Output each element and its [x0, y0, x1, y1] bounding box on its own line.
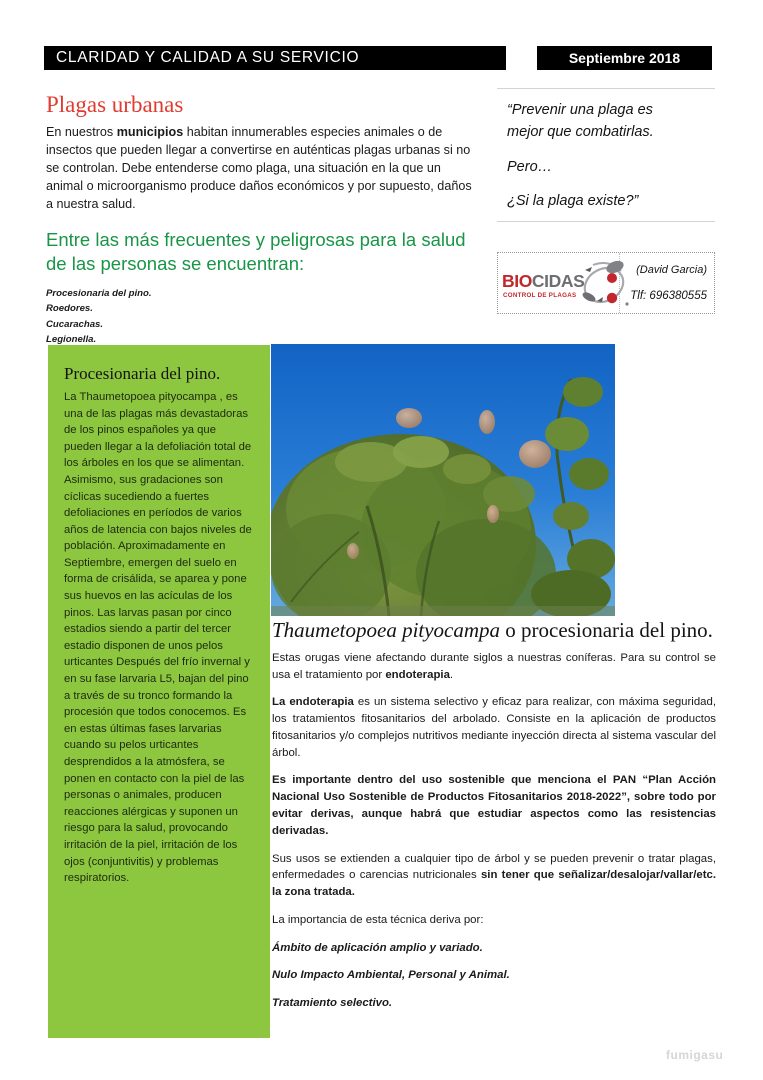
article-bullet-2: Nulo Impacto Ambiental, Personal y Animal. — [272, 969, 510, 982]
pine-tree-photo — [271, 344, 615, 616]
company-logo — [498, 253, 620, 313]
header-banner-title: CLARIDAD Y CALIDAD A SU SERVICIO — [56, 49, 360, 66]
pull-quote — [497, 88, 715, 222]
article-title-rest: o procesionaria del pino. — [500, 618, 713, 642]
lead-paragraph-rest: habitan innumerables especies animales o de insectos que pueden llegar a convertirse en auténticas plagas urbanas si no se controlan. Debe entenderse como plaga, una situación en la que un animal o microorganismo produce daños económicos y por supuesto, daños a nuestra salud. — [46, 125, 472, 211]
logo-word-cidas: CIDAS — [531, 271, 585, 291]
article-p2-bold: La endoterapia — [272, 696, 354, 709]
lead-column — [46, 92, 476, 348]
article-paragraph-4 — [272, 851, 716, 901]
plague-list — [46, 286, 476, 348]
article-p1-suffix: . — [449, 668, 454, 681]
watermark: fumigasu — [666, 1048, 724, 1062]
article-p4-prefix: Sus usos se extienden a cualquier tipo de árbol y se pueden prevenir o tratar plagas, enfermedades o carencias nutricionales — [272, 852, 716, 882]
contact-details — [620, 253, 714, 313]
list-item: Legionella. — [46, 334, 97, 346]
article-p1-prefix: Estas orugas viene afectando durante siglos a nuestras coníferas. Para su control se usa el tratamiento por — [272, 651, 716, 681]
logo-word-bio: BIO — [502, 271, 532, 291]
article-paragraph-3: Es importante dentro del uso sostenible que menciona el PAN “Plan Acción Nacional Uso Sostenible de Productos Fitosanitarios 2018-2022”, sobre todo por evitar derivas, aunque habrá que estudiar aspectos como las resistencias derivadas. — [272, 774, 716, 837]
article-title-species: Thaumetopoea pityocampa — [272, 618, 501, 642]
article-title — [272, 617, 716, 644]
list-item: Cucarachas. — [46, 318, 104, 330]
logo-tagline: CONTROL DE PLAGAS — [503, 292, 577, 299]
article-paragraph-2 — [272, 694, 716, 761]
article-paragraph-1 — [272, 650, 716, 684]
pest-orbit-icon — [571, 255, 633, 311]
article-photo — [271, 344, 615, 616]
pull-quote-line-3: Pero… — [507, 158, 553, 175]
list-item: Procesionaria del pino. — [46, 287, 152, 299]
contact-phone[interactable]: Tlf: 696380555 — [630, 290, 707, 302]
article-bullet-3: Tratamiento selectivo. — [272, 997, 393, 1010]
lead-subheading: Entre las más frecuentes y peligrosas para la salud de las personas se encuentran: — [46, 228, 466, 274]
lead-paragraph-prefix: En nuestros — [46, 125, 117, 140]
company-contact-box — [497, 252, 715, 314]
article-body — [272, 617, 716, 1023]
header-issue-date — [537, 46, 712, 70]
article-p1-bold: endoterapia — [385, 668, 450, 681]
header-issue-date-label: Septiembre 2018 — [568, 50, 681, 66]
lead-paragraph — [46, 124, 476, 213]
contact-name: (David Garcia) — [636, 264, 707, 276]
spacer — [507, 178, 709, 190]
pull-quote-line-2: mejor que combatirlas. — [507, 124, 654, 141]
article-p4-bold: sin tener que señalizar/desalojar/vallar/etc. la zona tratada. — [272, 869, 716, 899]
header-banner — [44, 46, 506, 70]
sidebar-body: La Thaumetopoea pityocampa , es una de las plagas más devastadoras de los pinos españoles ya que pueden llegar a la defoliación total de los árboles en los que se alimentan. Asimismo, sus gradaciones son cíclicas sucediendo a fuertes defoliaciones en períodos de varios años de latencia con bajos niveles de población. Aproximadamente en Septiembre, emergen del suelo en forma de crisálida, se aparea y pone sus huevos en las acículas de los pinos. Las larvas pasan por cinco estadios siendo a partir del tercer estadio disponen de unos pelos urticantes Después del frío invernal y en su fase larvaria L5, bajan del pino a través de su tronco formando la procesión que todos conocemos. Es en estas últimas fases larvarias cuando su pelos urticantes desprendidos a la atmósfera, se ponen en contacto con la piel de las personas o animales, producen reacciones alérgicas y suponen un riesgo para la salud, provocando irritación de la piel, irritación de los ojos (conjuntivitis) y problemas respiratorios. — [64, 390, 252, 885]
page-title: Plagas urbanas — [46, 92, 184, 117]
spacer — [507, 144, 709, 156]
sidebar-procesionaria — [48, 345, 270, 1038]
article-paragraph-5: La importancia de esta técnica deriva por: — [272, 913, 484, 926]
article-bullet-1: Ámbito de aplicación amplio y variado. — [272, 941, 483, 954]
lead-paragraph-bold: municipios — [116, 125, 184, 140]
pull-quote-line-1: “Prevenir una plaga es — [507, 102, 653, 118]
sidebar-title: Procesionaria del pino. — [64, 364, 221, 383]
pull-quote-line-4: ¿Si la plaga existe?” — [507, 193, 639, 210]
page-header — [44, 46, 712, 70]
list-item: Roedores. — [46, 303, 93, 315]
article-p2-rest: es un sistema selectivo y eficaz para realizar, con máxima seguridad, los tratamientos fitosanitarios del arbolado. Consiste en la aplicación de productos fitosanitarios y/o complejos nutritivos mediante inyección directa al sistema vascular del árbol. — [272, 696, 716, 759]
